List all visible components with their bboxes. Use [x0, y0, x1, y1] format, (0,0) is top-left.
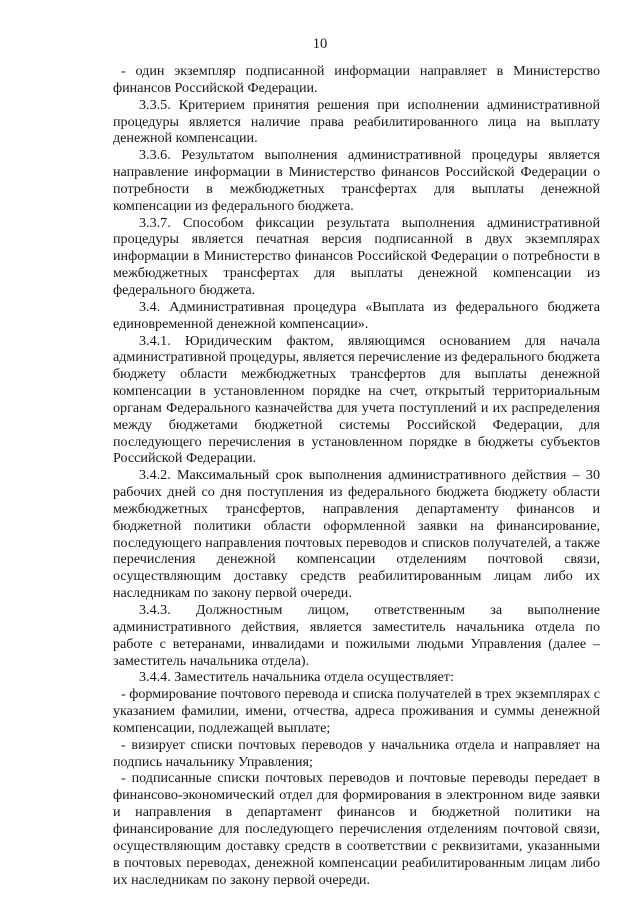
paragraph: - визирует списки почтовых переводов у начальника отдела и направляет на подпись начальнику Управления; [113, 736, 600, 770]
paragraph: 3.4. Административная процедура «Выплата из федерального бюджета единовременной денежной компенсации». [113, 298, 600, 332]
paragraph: 3.3.6. Результатом выполнения административной процедуры является направление информации в Министерство финансов Российской Федерации о потребности в межбюджетных трансфертах для выплаты денежной компенсации из федерального бюджета. [113, 147, 600, 214]
paragraph: 3.3.5. Критерием принятия решения при исполнении административной процедуры является наличие права реабилитированного лица на выплату денежной компенсации. [113, 96, 600, 147]
paragraph: - формирование почтового перевода и списка получателей в трех экземплярах с указанием фамилии, имени, отчества, адреса проживания и суммы денежной компенсации, подлежащей выплате; [113, 686, 600, 736]
paragraph: - подписанные списки почтовых переводов и почтовые переводы передает в финансово-экономический отдел для формирования в электронном виде заявки и направления в департамент финансов и бюджетной политики на финансирование для последующего перечисления отделениям почтовой связи, осуществляющим доставку средств в соответствии с реквизитами, указанными в почтовых переводах, денежной компенсации реабилитированным лицам либо их наследникам по закону первой очереди. [113, 770, 600, 888]
paragraph: 3.3.7. Способом фиксации результата выполнения административной процедуры является печатная версия подписанной в двух экземплярах информации в Министерство финансов Российской Федерации о потребности в межбюджетных трансфертах для выплаты денежной компенсации из федерального бюджета. [113, 214, 600, 298]
document-body [113, 63, 600, 888]
page-number: 10 [312, 36, 328, 52]
paragraph: 3.4.1. Юридическим фактом, являющимся основанием для начала административной процедуры, является перечисление из федерального бюджета бюджету области межбюджетных трансфертов для выплаты денежной компенсации в установленном порядке на счет, открытый территориальным органам Федерального казначейства для учета поступлений и их распределения между бюджетами бюджетной системы Российской Федерации, для последующего перечисления в установленном порядке в бюджеты субъектов Российской Федерации. [113, 332, 600, 467]
paragraph: 3.4.3. Должностным лицом, ответственным за выполнение административного действия, является заместитель начальника отдела по работе с ветеранами, инвалидами и пожилыми людьми Управления (далее – заместитель начальника отдела). [113, 602, 600, 669]
paragraph: 3.4.4. Заместитель начальника отдела осуществляет: [139, 669, 454, 686]
paragraph: - один экземпляр подписанной информации направляет в Министерство финансов Российской Федерации. [113, 63, 600, 96]
paragraph: 3.4.2. Максимальный срок выполнения административного действия – 30 рабочих дней со дня поступления из федерального бюджета бюджету области межбюджетных трансфертов, направления департаменту финансов и бюджетной политики области оформленной заявки на финансирование, последующего направления почтовых переводов и списков получателей, а также перечисления денежной компенсации отделениям почтовой связи, осуществляющим доставку средств реабилитированным лицам либо их наследникам по закону первой очереди. [113, 467, 600, 602]
